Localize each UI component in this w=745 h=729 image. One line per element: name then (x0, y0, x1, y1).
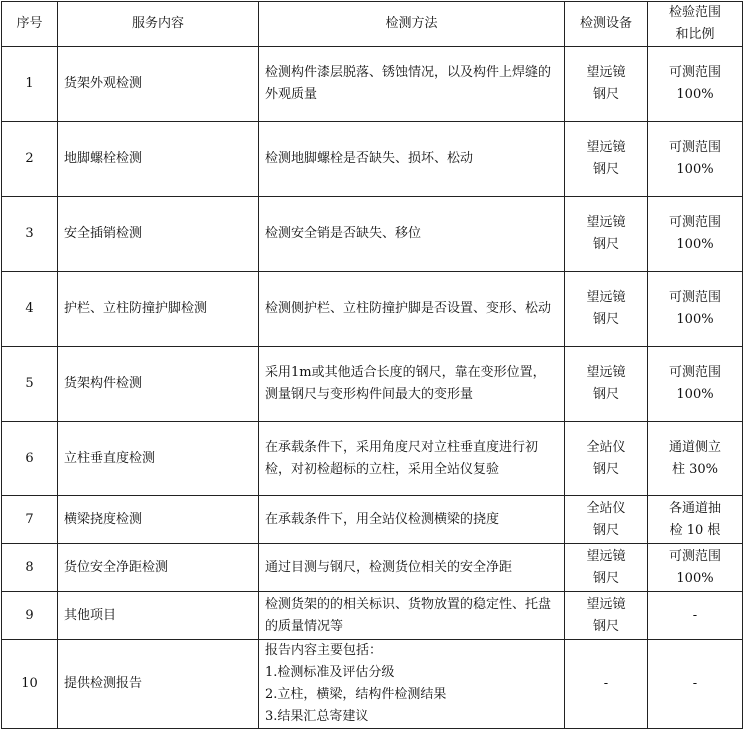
scope-line1: 可测范围 (668, 140, 721, 155)
row-scope: - (648, 592, 743, 640)
row-scope (648, 197, 743, 272)
table-row (2, 422, 743, 496)
scope-line1: 通道侧立 (668, 439, 721, 455)
row-scope (648, 496, 743, 544)
table-row (2, 122, 743, 197)
row-no: 6 (2, 422, 58, 496)
scope-line2: 100% (676, 312, 714, 327)
header-scope-line2: 和比例 (675, 27, 715, 42)
row-scope (648, 272, 743, 347)
row-content: 其他项目 (58, 592, 259, 640)
row-no: 3 (2, 197, 58, 272)
row-content: 货架构件检测 (58, 347, 259, 422)
row-method: 检测侧护栏、立柱防撞护脚是否设置、变形、松动 (259, 272, 565, 347)
scope-line1: 各通道抽 (668, 500, 721, 516)
report-line: 2.立柱，横梁，结构件检测结果 (265, 687, 447, 702)
row-method: 在承载条件下，采用角度尺对立柱垂直度进行初检，对初检超标的立柱，采用全站仪复验 (259, 422, 565, 496)
scope-line2: 100% (676, 162, 714, 177)
row-no: 1 (2, 47, 58, 122)
scope-line1: 可测范围 (668, 365, 721, 380)
row-content: 护栏、立柱防撞护脚检测 (58, 272, 259, 347)
row-content: 提供检测报告 (58, 640, 259, 729)
row-scope: - (648, 640, 743, 729)
row-no: 9 (2, 592, 58, 640)
row-equipment (565, 122, 648, 197)
table-row (2, 347, 743, 422)
equipment-line2: 钢尺 (592, 162, 619, 177)
row-no: 8 (2, 544, 58, 592)
row-method: 检测构件漆层脱落、锈蚀情况，以及构件上焊缝的外观质量 (259, 47, 565, 122)
report-contents (259, 640, 565, 729)
equipment-line1: 望远镜 (586, 65, 626, 80)
row-method: 通过目测与钢尺，检测货位相关的安全净距 (259, 544, 565, 592)
row-equipment (565, 544, 648, 592)
row-equipment (565, 197, 648, 272)
equipment-line2: 钢尺 (592, 312, 619, 327)
table-row (2, 272, 743, 347)
equipment-line1: 望远镜 (586, 548, 626, 564)
row-content: 横梁挠度检测 (58, 496, 259, 544)
scope-line2: 100% (676, 237, 714, 252)
row-no: 4 (2, 272, 58, 347)
row-equipment: - (565, 640, 648, 729)
row-equipment (565, 496, 648, 544)
table-row (2, 47, 743, 122)
equipment-line2: 钢尺 (592, 570, 619, 586)
scope-line1: 可测范围 (668, 290, 721, 305)
equipment-line2: 钢尺 (592, 237, 619, 252)
row-method: 检测货架的的相关标识、货物放置的稳定性、托盘的质量情况等 (259, 592, 565, 640)
table-row (2, 592, 743, 640)
equipment-line2: 钢尺 (592, 522, 619, 538)
row-method: 采用1m或其他适合长度的钢尺，靠在变形位置，测量钢尺与变形构件间最大的变形量 (259, 347, 565, 422)
row-content: 立柱垂直度检测 (58, 422, 259, 496)
row-equipment (565, 47, 648, 122)
report-line: 1.检测标准及评估分级 (265, 665, 395, 680)
row-content: 货架外观检测 (58, 47, 259, 122)
row-method: 检测地脚螺栓是否缺失、损坏、松动 (259, 122, 565, 197)
row-no: 2 (2, 122, 58, 197)
table-row (2, 496, 743, 544)
equipment-line1: 全站仪 (586, 439, 626, 455)
equipment-line1: 望远镜 (586, 215, 626, 230)
scope-line2: 100% (676, 570, 714, 586)
row-equipment (565, 272, 648, 347)
header-content: 服务内容 (58, 2, 259, 47)
report-line: 3.结果汇总寄建议 (265, 709, 369, 724)
report-row (2, 640, 743, 729)
table-row (2, 197, 743, 272)
row-equipment (565, 592, 648, 640)
equipment-line2: 钢尺 (592, 461, 619, 477)
table-row (2, 544, 743, 592)
header-row (2, 2, 743, 47)
row-method: 检测安全销是否缺失、移位 (259, 197, 565, 272)
row-scope (648, 47, 743, 122)
scope-line2: 检 10 根 (669, 522, 721, 538)
row-content: 货位安全净距检测 (58, 544, 259, 592)
scope-line1: 可测范围 (668, 548, 721, 564)
equipment-line2: 钢尺 (592, 618, 619, 634)
row-scope (648, 347, 743, 422)
equipment-line1: 望远镜 (586, 140, 626, 155)
inspection-table (1, 1, 743, 729)
scope-line1: 可测范围 (668, 215, 721, 230)
row-no: 7 (2, 496, 58, 544)
header-scope-line1: 检验范围 (668, 5, 721, 20)
equipment-line2: 钢尺 (592, 87, 619, 102)
header-equipment: 检测设备 (565, 2, 648, 47)
row-content: 地脚螺栓检测 (58, 122, 259, 197)
scope-line2: 100% (676, 387, 714, 402)
row-content: 安全插销检测 (58, 197, 259, 272)
scope-line1: 可测范围 (668, 65, 721, 80)
row-scope (648, 544, 743, 592)
scope-line2: 柱 30% (671, 461, 719, 477)
header-method: 检测方法 (259, 2, 565, 47)
equipment-line1: 望远镜 (586, 596, 626, 612)
row-equipment (565, 422, 648, 496)
equipment-line1: 望远镜 (586, 290, 626, 305)
equipment-line1: 望远镜 (586, 365, 626, 380)
equipment-line2: 钢尺 (592, 387, 619, 402)
row-scope (648, 422, 743, 496)
scope-line2: 100% (676, 87, 714, 102)
row-no: 5 (2, 347, 58, 422)
header-scope (648, 2, 743, 47)
header-no: 序号 (2, 2, 58, 47)
row-scope (648, 122, 743, 197)
equipment-line1: 全站仪 (586, 500, 626, 516)
row-no: 10 (2, 640, 58, 729)
row-method: 在承载条件下，用全站仪检测横梁的挠度 (259, 496, 565, 544)
report-line: 报告内容主要包括： (265, 643, 383, 658)
row-equipment (565, 347, 648, 422)
